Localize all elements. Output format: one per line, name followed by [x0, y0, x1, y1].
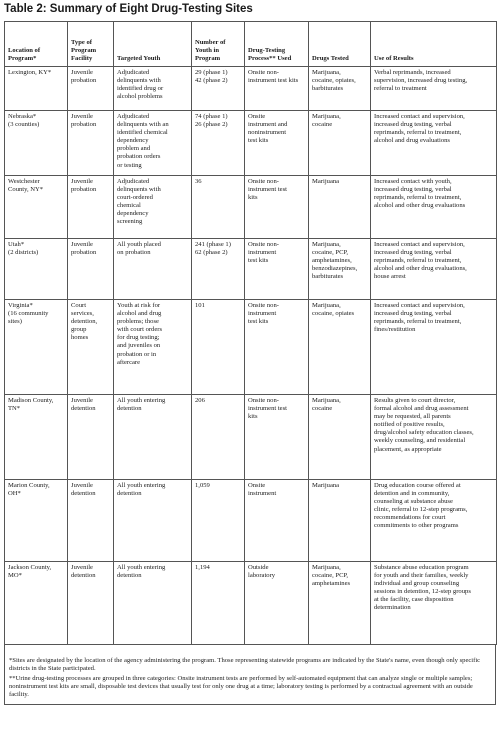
cell-line: court-ordered [117, 194, 153, 202]
cell-line: weekly counseling, and residential [374, 437, 466, 445]
cell-line: instrument [248, 490, 277, 498]
footnote-processes: **Urine drug-testing processes are grouped in three categories: Onsite instrument tests are performed by self-automated equipment that can analyze single or multiple samples; noninstrument test kits are small, disposable test devices that usually test for only one drug at a time; laboratory testing is performed by a contractual agreement with an outside facility. [9, 675, 473, 699]
header-use-of-results: Use of Results [371, 22, 497, 67]
cell-line: sessions in detention, 12-step groups [374, 588, 471, 596]
cell-line: noninstrument [248, 129, 287, 137]
cell-line: sites) [8, 318, 22, 326]
cell-line: alcohol and other drug evaluations [374, 202, 466, 210]
cell-line: amphetamines [312, 580, 351, 588]
header-targeted-youth: Targeted Youth [114, 22, 192, 67]
cell-line: 241 (phase 1) [195, 241, 231, 248]
cell-line: detention [117, 572, 142, 580]
cell-line: laboratory [248, 572, 276, 580]
cell-line: increased drug testing, verbal [374, 186, 452, 194]
cell-line: detention, [71, 318, 98, 326]
cell-targeted-youth [114, 480, 192, 562]
cell-line: Juvenile [71, 178, 93, 185]
cell-line: clinic, referral to 12-step programs, [374, 506, 468, 514]
cell-line: amphetamines, [312, 257, 352, 265]
cell-line: All youth entering [117, 564, 166, 571]
cell-line: OH* [8, 490, 21, 498]
cell-line: for drug testing; [117, 334, 160, 342]
cell-facility-type [68, 395, 114, 480]
cell-location [5, 480, 68, 562]
cell-line: alcohol and drug evaluations [374, 137, 450, 145]
cell-targeted-youth [114, 111, 192, 176]
cell-line: 1,194 [195, 564, 210, 571]
cell-line: Onsite non- [248, 397, 279, 404]
cell-line: MO* [8, 572, 22, 580]
cell-line: aftercare [117, 358, 141, 366]
cell-line: probation or in [117, 350, 157, 358]
cell-targeted-youth [114, 562, 192, 645]
cell-line: commitments to other programs [374, 522, 459, 530]
cell-line: instrument test [248, 405, 288, 413]
cell-line: 26 (phase 2) [195, 121, 228, 129]
cell-line: formal alcohol and drug assessment [374, 405, 469, 413]
cell-line: counseling at substance abuse [374, 498, 453, 506]
cell-targeted-youth [114, 67, 192, 111]
cell-drugs-tested [309, 300, 371, 395]
table-row [5, 176, 497, 239]
table-row [5, 111, 497, 176]
cell-line: barbiturates [312, 273, 344, 281]
cell-line: screening [117, 218, 143, 226]
cell-line: chemical [117, 202, 141, 210]
cell-testing-process [245, 300, 309, 395]
cell-line: reprimands, referral to treatment, [374, 318, 462, 326]
cell-line: benzodiazepines, [312, 265, 358, 273]
cell-line: test kits [248, 257, 269, 265]
footnotes [4, 645, 496, 705]
cell-line: detention [71, 405, 96, 413]
cell-line: reprimands, referral to treatment, [374, 194, 462, 202]
cell-line: increased drug testing, verbal [374, 121, 452, 129]
cell-line: probation orders [117, 153, 161, 161]
cell-number-of-youth [192, 300, 245, 395]
cell-line: Juvenile [71, 564, 93, 571]
table-body [5, 67, 497, 645]
cell-line: delinquents with [117, 77, 161, 85]
header-drugs-tested: Drugs Tested [309, 22, 371, 67]
cell-use-of-results [371, 395, 497, 480]
cell-line: alcohol and other drug evaluations, [374, 265, 467, 273]
cell-line: probation [71, 186, 97, 194]
table-row [5, 480, 497, 562]
cell-line: Increased contact and supervision, [374, 113, 465, 120]
cell-facility-type [68, 176, 114, 239]
cell-line: supervision, increased drug testing, [374, 77, 468, 85]
cell-line: homes [71, 334, 89, 342]
cell-drugs-tested [309, 562, 371, 645]
cell-use-of-results [371, 176, 497, 239]
cell-line: fines/restitution [374, 326, 416, 334]
cell-line: individual and group counseling [374, 580, 460, 588]
cell-line: Onsite non- [248, 302, 279, 309]
cell-line: barbiturates [312, 85, 344, 93]
cell-targeted-youth [114, 176, 192, 239]
cell-testing-process [245, 395, 309, 480]
cell-line: cocaine, PCP, [312, 572, 349, 580]
cell-line: recommendations for court [374, 514, 446, 522]
cell-line: Substance abuse education program [374, 564, 469, 571]
cell-line: Onsite non- [248, 69, 279, 76]
cell-line: Youth at risk for [117, 302, 161, 309]
cell-line: detention [71, 490, 96, 498]
cell-line: instrument test kits [248, 77, 299, 85]
cell-line: 62 (phase 2) [195, 249, 228, 257]
cell-use-of-results [371, 111, 497, 176]
cell-line: Marijuana, [312, 241, 341, 248]
cell-drugs-tested [309, 111, 371, 176]
cell-line: Adjudicated [117, 178, 150, 185]
cell-line: (16 community [8, 310, 49, 318]
cell-line: Utah* [8, 241, 25, 248]
cell-testing-process [245, 562, 309, 645]
cell-use-of-results [371, 562, 497, 645]
cell-line: cocaine, opiates [312, 310, 355, 318]
cell-line: problem and [117, 145, 151, 153]
cell-location [5, 562, 68, 645]
cell-line: detention [117, 405, 142, 413]
cell-testing-process [245, 111, 309, 176]
cell-location [5, 67, 68, 111]
header-facility-type: Type of Program Facility [68, 22, 114, 67]
table-header-row [5, 22, 497, 67]
cell-line: on probation [117, 249, 151, 257]
cell-number-of-youth [192, 480, 245, 562]
cell-testing-process [245, 67, 309, 111]
cell-line: delinquents with [117, 186, 161, 194]
cell-line: Marijuana [312, 178, 340, 185]
cell-line: Onsite [248, 113, 266, 120]
cell-line: Madison County, [8, 397, 54, 404]
cell-line: with court orders [117, 326, 163, 334]
cell-line: All youth entering [117, 482, 166, 489]
cell-targeted-youth [114, 300, 192, 395]
cell-line: instrument test [248, 186, 288, 194]
cell-drugs-tested [309, 239, 371, 300]
cell-line: instrument [248, 310, 277, 318]
cell-use-of-results [371, 300, 497, 395]
drug-testing-sites-table [4, 21, 497, 645]
header-number-of-youth: Number of Youth in Program [192, 22, 245, 67]
cell-line: detention [71, 572, 96, 580]
cell-line: and juveniles on [117, 342, 161, 350]
cell-line: Marijuana, [312, 113, 341, 120]
cell-location [5, 300, 68, 395]
cell-line: test kits [248, 318, 269, 326]
cell-facility-type [68, 300, 114, 395]
cell-line: detention and in community, [374, 490, 450, 498]
cell-line: (2 districts) [8, 249, 39, 257]
cell-line: cocaine [312, 121, 333, 129]
cell-facility-type [68, 239, 114, 300]
cell-line: Adjudicated [117, 113, 150, 120]
cell-drugs-tested [309, 67, 371, 111]
cell-line: alcohol and drug [117, 310, 162, 318]
cell-line: 29 (phase 1) [195, 69, 228, 76]
cell-line: 36 [195, 178, 202, 185]
cell-location [5, 111, 68, 176]
cell-line: Increased contact and supervision, [374, 241, 465, 248]
cell-number-of-youth [192, 239, 245, 300]
cell-line: probation [71, 249, 97, 257]
cell-line: group [71, 326, 87, 334]
cell-line: Marijuana, [312, 302, 341, 309]
cell-line: All youth placed [117, 241, 161, 248]
cell-location [5, 239, 68, 300]
cell-line: Virginia* [8, 302, 33, 309]
cell-line: services, [71, 310, 94, 318]
header-testing-process: Drug-Testing Process** Used [245, 22, 309, 67]
cell-line: Adjudicated [117, 69, 150, 76]
cell-line: Marijuana, [312, 397, 341, 404]
cell-line: placement, as appropriate [374, 445, 442, 453]
cell-line: cocaine, PCP, [312, 249, 349, 257]
cell-line: Onsite [248, 482, 266, 489]
cell-facility-type [68, 480, 114, 562]
cell-line: alcohol problems [117, 93, 163, 101]
cell-line: TN* [8, 405, 21, 413]
cell-line: 206 [195, 397, 205, 404]
cell-line: Lexington, KY* [8, 69, 52, 76]
cell-line: house arrest [374, 273, 406, 281]
cell-number-of-youth [192, 67, 245, 111]
cell-line: test kits [248, 137, 269, 145]
cell-line: cocaine, opiates, [312, 77, 356, 85]
cell-line: 101 [195, 302, 205, 309]
cell-line: kits [248, 194, 258, 202]
cell-number-of-youth [192, 395, 245, 480]
cell-use-of-results [371, 67, 497, 111]
cell-facility-type [68, 111, 114, 176]
document-page [4, 3, 496, 705]
cell-line: increased drug testing, verbal [374, 249, 452, 257]
table-row [5, 67, 497, 111]
cell-line: All youth entering [117, 397, 166, 404]
cell-line: referral to treatment [374, 85, 427, 93]
cell-line: Juvenile [71, 482, 93, 489]
cell-number-of-youth [192, 562, 245, 645]
cell-line: Outside [248, 564, 269, 571]
cell-targeted-youth [114, 239, 192, 300]
cell-line: reprimands, referral to treatment, [374, 129, 462, 137]
cell-use-of-results [371, 480, 497, 562]
cell-line: Drug education course offered at [374, 482, 461, 489]
cell-use-of-results [371, 239, 497, 300]
cell-line: for youth and their families, weekly [374, 572, 469, 580]
cell-line: instrument [248, 249, 277, 257]
cell-line: Jackson County, [8, 564, 52, 571]
cell-line: determination [374, 604, 411, 612]
cell-line: drug/alcohol safety education classes, [374, 429, 474, 437]
cell-location [5, 176, 68, 239]
cell-line: at the facility, case disposition [374, 596, 454, 604]
table-row [5, 300, 497, 395]
cell-line: dependency [117, 210, 149, 218]
header-location: Location of Program* [5, 22, 68, 67]
cell-line: Marijuana [312, 482, 340, 489]
cell-line: cocaine [312, 405, 333, 413]
cell-drugs-tested [309, 395, 371, 480]
cell-facility-type [68, 562, 114, 645]
table-row [5, 395, 497, 480]
cell-line: Increased contact and supervision, [374, 302, 465, 309]
cell-line: (3 counties) [8, 121, 40, 129]
cell-line: Juvenile [71, 69, 93, 76]
cell-line: instrument and [248, 121, 288, 129]
footnote-sites: *Sites are designated by the location of the agency administering the program. Those representing statewide programs are indicated by the State's name, even though only specific districts in the State participated. [9, 657, 481, 673]
cell-line: probation [71, 77, 97, 85]
cell-line: 42 (phase 2) [195, 77, 228, 85]
table-row [5, 562, 497, 645]
cell-drugs-tested [309, 176, 371, 239]
cell-line: County, NY* [8, 186, 44, 194]
cell-location [5, 395, 68, 480]
cell-line: 1,059 [195, 482, 210, 489]
cell-testing-process [245, 239, 309, 300]
cell-testing-process [245, 176, 309, 239]
table-row [5, 239, 497, 300]
cell-line: Westchester [8, 178, 40, 185]
cell-line: identified drug or [117, 85, 164, 93]
cell-drugs-tested [309, 480, 371, 562]
cell-targeted-youth [114, 395, 192, 480]
cell-line: Marion County, [8, 482, 50, 489]
cell-line: Juvenile [71, 397, 93, 404]
cell-line: dependency [117, 137, 149, 145]
cell-line: Verbal reprimands, increased [374, 69, 451, 76]
cell-line: or testing [117, 161, 142, 169]
cell-line: increased drug testing, verbal [374, 310, 452, 318]
cell-line: Onsite non- [248, 178, 279, 185]
cell-line: may be requested, all parents [374, 413, 451, 421]
cell-line: Juvenile [71, 113, 93, 120]
table-title: Table 2: Summary of Eight Drug-Testing Sites [4, 3, 253, 15]
cell-line: detention [117, 490, 142, 498]
cell-line: Court [71, 302, 87, 309]
cell-testing-process [245, 480, 309, 562]
cell-line: 74 (phase 1) [195, 113, 228, 120]
cell-line: notified of positive results, [374, 421, 445, 429]
cell-line: Nebraska* [8, 113, 37, 120]
cell-line: probation [71, 121, 97, 129]
cell-line: problems; those [117, 318, 159, 326]
cell-number-of-youth [192, 111, 245, 176]
cell-line: reprimands, referral to treatment, [374, 257, 462, 265]
cell-line: identified chemical [117, 129, 168, 137]
cell-line: Onsite non- [248, 241, 279, 248]
cell-number-of-youth [192, 176, 245, 239]
cell-line: Results given to court director, [374, 397, 456, 404]
cell-line: Marijuana, [312, 564, 341, 571]
cell-line: kits [248, 413, 258, 421]
cell-line: Increased contact with youth, [374, 178, 452, 185]
cell-facility-type [68, 67, 114, 111]
cell-line: Juvenile [71, 241, 93, 248]
cell-line: delinquents with an [117, 121, 169, 129]
cell-line: Marijuana, [312, 69, 341, 76]
